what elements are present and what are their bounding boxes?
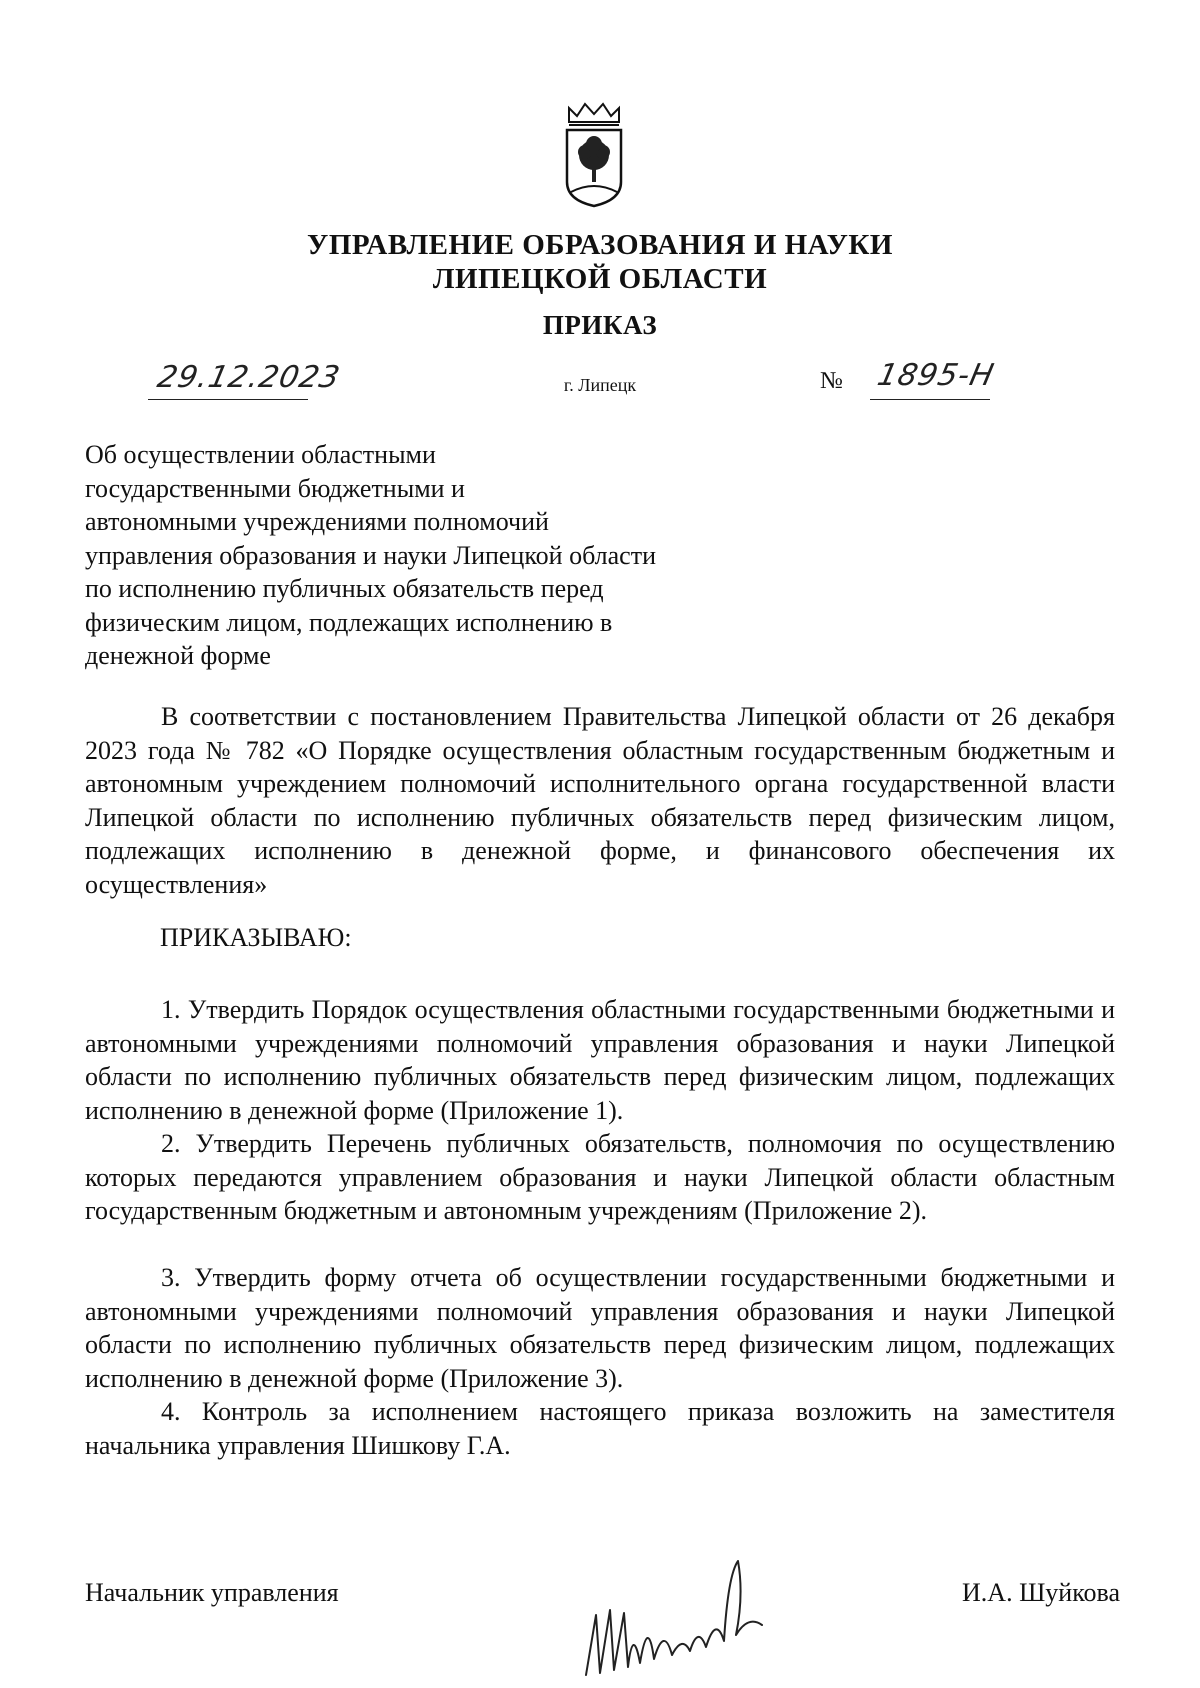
number-label: № <box>820 368 843 394</box>
order-item-1: 1. Утвердить Порядок осуществления областными государственными бюджетными и автономными учреждениями полномочий управления образования и науки Липецкой области по исполнению публичных обязательств перед физическим лицом, подлежащих исполнению в денежной форме (Приложение 1). <box>85 995 1115 1125</box>
order-item-3: 3. Утвердить форму отчета об осуществлении государственными бюджетными и автономными учреждениями полномочий управления образования и науки Липецкой области по исполнению публичных обязательств перед физическим лицом, подлежащих исполнению в денежной форме (Приложение 3). <box>85 1263 1115 1393</box>
date-underline <box>148 399 308 400</box>
document-number: 1895-Н <box>874 358 998 393</box>
subject-line: управления образования и науки Липецкой области <box>85 540 656 570</box>
order-item-4: 4. Контроль за исполнением настоящего приказа возложить на заместителя начальника управления Шишкову Г.А. <box>85 1397 1115 1460</box>
document-type: ПРИКАЗ <box>542 310 658 340</box>
document-date: 29.12.2023 <box>154 360 344 395</box>
subject-line: физическим лицом, подлежащих исполнению в <box>85 607 613 637</box>
order-item-2: 2. Утвердить Перечень публичных обязательств, полномочия по осуществлению которых передаются управлением образования и науки Липецкой области областным государственным бюджетным и автономным учреждениям (Приложение 2). <box>85 1129 1115 1225</box>
signatory-position: Начальник управления <box>85 1578 339 1607</box>
number-underline <box>870 399 990 400</box>
document-subject <box>85 438 725 673</box>
signatory-name: И.А. Шуйкова <box>962 1578 1120 1607</box>
document-city: г. Липецк <box>563 375 637 395</box>
organization-name-line2: ЛИПЕЦКОЙ ОБЛАСТИ <box>432 263 768 295</box>
subject-line: Об осуществлении областными <box>85 440 436 469</box>
subject-line: государственными бюджетными и <box>85 473 465 503</box>
subject-line: автономными учреждениями полномочий <box>85 507 549 536</box>
coat-of-arms-icon <box>561 100 627 208</box>
subject-line: денежной форме <box>85 641 271 670</box>
order-word: ПРИКАЗЫВАЮ: <box>160 923 352 952</box>
intro-paragraph: В соответствии с постановлением Правительства Липецкой области от 26 декабря 2023 года № 782 «О Порядке осуществления областным государственным бюджетным и автономным учреждением полномочий исполнительного органа государственной власти Липецкой области по исполнению публичных обязательств перед физическим лицом, подлежащих исполнению в денежной форме, и финансового обеспечения их осуществления» <box>85 702 1115 899</box>
handwritten-signature-icon <box>578 1555 778 1685</box>
subject-line: по исполнению публичных обязательств перед <box>85 574 604 603</box>
organization-name-line1: УПРАВЛЕНИЕ ОБРАЗОВАНИЯ И НАУКИ <box>307 229 893 261</box>
